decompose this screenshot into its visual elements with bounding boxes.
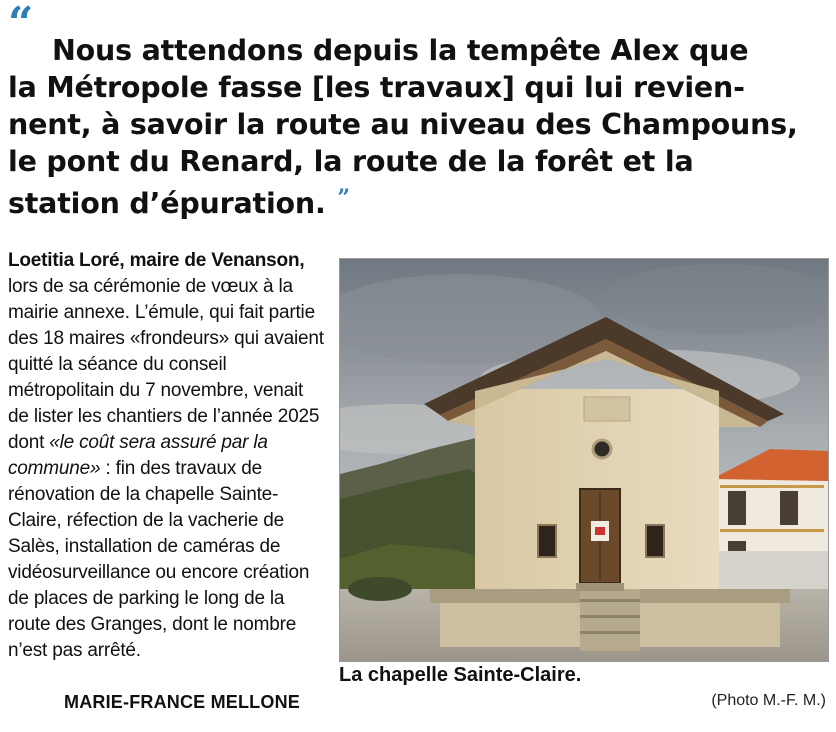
photo-caption: La chapelle Sainte-Claire. — [339, 664, 582, 686]
closing-quote-mark: ” — [337, 185, 350, 211]
article-lead: Loetitia Loré, maire de Venanson, — [8, 250, 305, 271]
article-text-part-2: : fin des travaux de rénovation de la chapelle Sainte-Claire, réfection de la vacherie de Salès, installation de caméras de vidéosurveillance ou encore création de places de parking le long de la route des Granges, dont le nombre n’est pas arrêté. — [8, 458, 310, 661]
author-byline: MARIE-FRANCE MELLONE — [64, 692, 300, 712]
chapel-illustration — [340, 259, 828, 661]
photo-credit: (Photo M.-F. M.) — [711, 692, 826, 709]
pull-quote — [8, 32, 830, 222]
opening-quote-mark: “ — [8, 0, 34, 49]
chapel-photo — [339, 258, 829, 662]
pull-quote-line-4: le pont du Renard, la route de la forêt et la — [8, 145, 694, 178]
pull-quote-line-2: la Métropole fasse [les travaux] qui lui revien- — [8, 71, 745, 104]
pull-quote-line-1: Nous attendons depuis la tempête Alex que — [52, 34, 749, 67]
pull-quote-line-5: station d’épuration. — [8, 187, 326, 220]
article-text-part-1: lors de sa cérémonie de vœux à la mairie annexe. L’émule, qui fait partie des 18 maires «frondeurs» qui avaient quitté la séance du conseil métropolitain du 7 novembre, venait de lister les chantiers de l’année 2025 dont — [8, 276, 324, 453]
pull-quote-line-3: nent, à savoir la route au niveau des Champouns, — [8, 108, 798, 141]
article-inline-quote: «le coût sera assuré par la commune» — [8, 432, 268, 479]
article-body — [8, 248, 328, 664]
